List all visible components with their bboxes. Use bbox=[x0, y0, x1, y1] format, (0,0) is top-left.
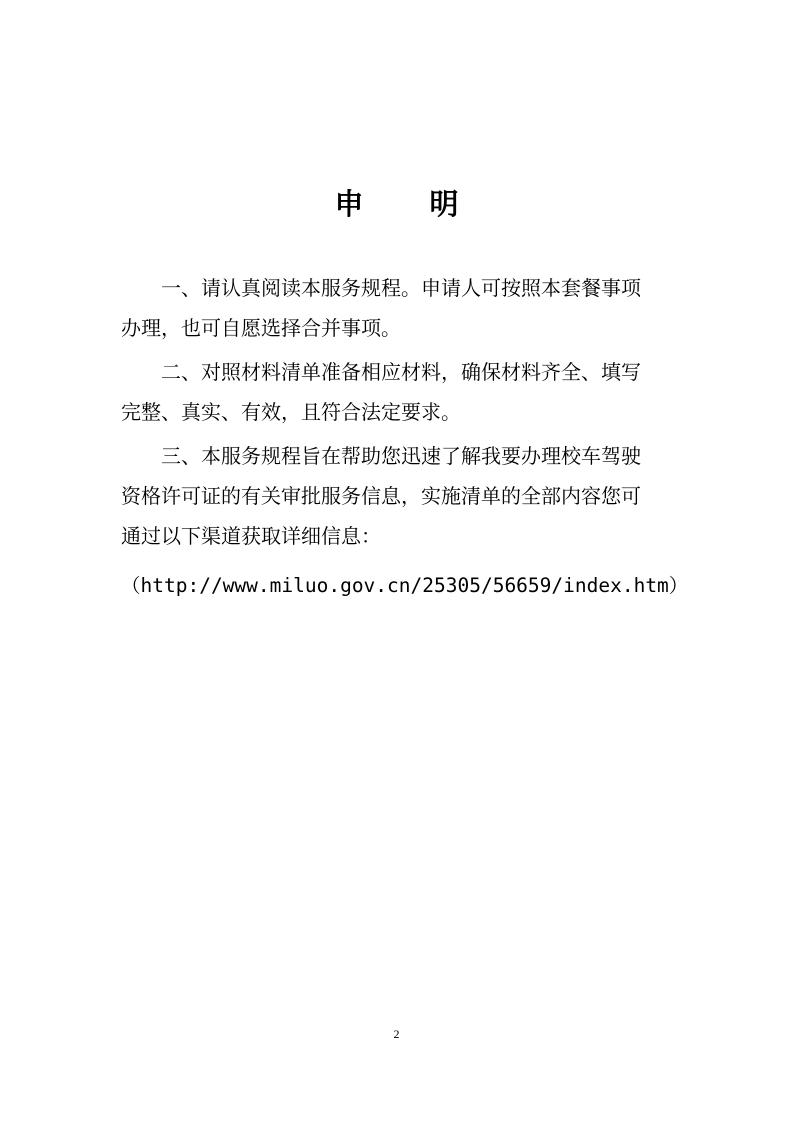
page-number: 2 bbox=[393, 1027, 400, 1041]
paragraph-line: 一、请认真阅读本服务规程。申请人可按照本套餐事项 bbox=[161, 276, 641, 300]
paragraph-line: 三、本服务规程旨在帮助您迅速了解我要办理校车驾驶 bbox=[161, 444, 641, 468]
paragraph-1 bbox=[121, 268, 681, 348]
paragraph-line: 办理，也可自愿选择合并事项。 bbox=[121, 316, 401, 340]
paragraph-line: 资格许可证的有关审批服务信息，实施清单的全部内容您可 bbox=[121, 484, 641, 508]
paragraph-line: 二、对照材料清单准备相应材料，确保材料齐全、填写 bbox=[161, 360, 641, 384]
info-url-link[interactable]: （http://www.miluo.gov.cn/25305/56659/index.htm） bbox=[121, 574, 689, 597]
paragraph-line: 通过以下渠道获取详细信息： bbox=[121, 524, 381, 548]
page-title: 申 明 bbox=[334, 187, 487, 221]
paragraph-line: 完整、真实、有效，且符合法定要求。 bbox=[121, 400, 461, 424]
paragraph-2 bbox=[121, 352, 681, 432]
paragraph-3 bbox=[121, 436, 681, 556]
